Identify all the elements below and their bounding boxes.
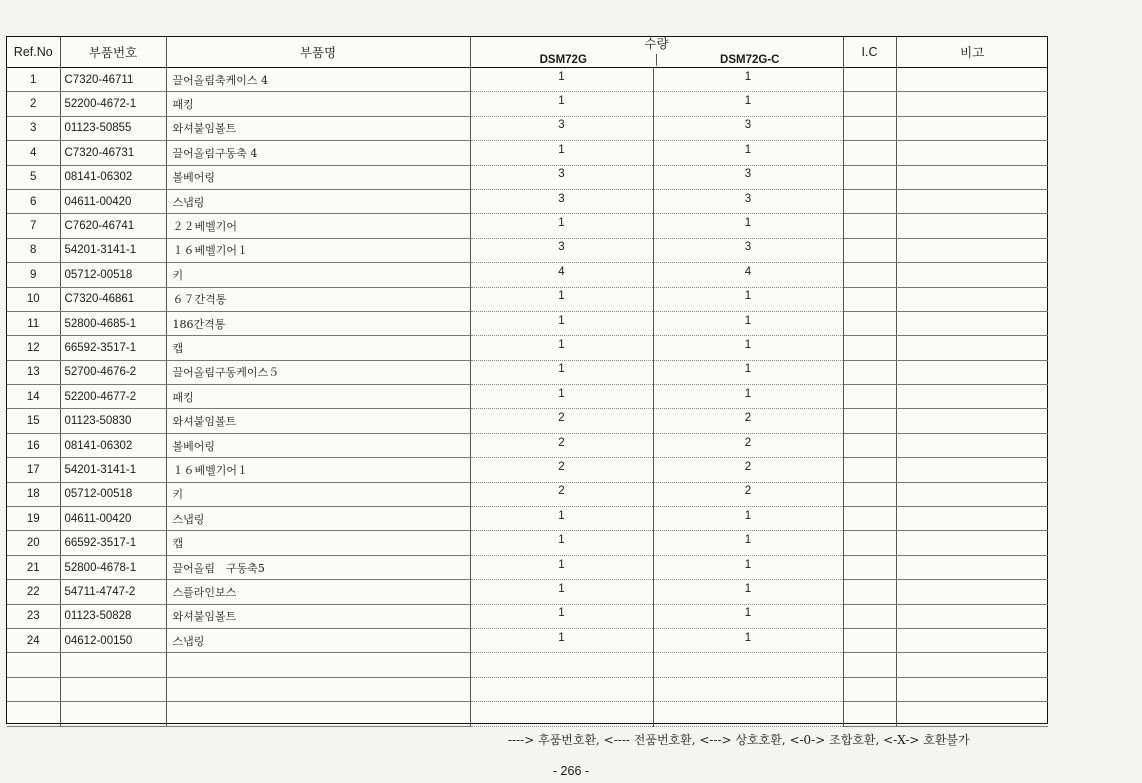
qty-model-b-cell: [653, 628, 843, 652]
header-ic: I.C: [843, 37, 896, 68]
table-row: [7, 336, 1048, 360]
ic-cell: [843, 482, 896, 506]
ref-no-cell: 24: [7, 628, 60, 652]
remark-cell: [896, 628, 1048, 652]
remark-cell: [896, 433, 1048, 457]
ref-no-cell: 16: [7, 433, 60, 457]
ref-no-cell: 18: [7, 482, 60, 506]
qty-model-b-value: 1: [744, 338, 752, 351]
qty-model-a-value: 2: [558, 412, 565, 425]
qty-model-a-cell: [470, 409, 653, 433]
ic-cell: [843, 165, 896, 189]
qty-model-b-value: 2: [744, 412, 752, 425]
remark-cell: [896, 677, 1048, 701]
qty-model-a-value: 1: [558, 95, 565, 108]
qty-model-a-cell: [470, 653, 653, 677]
part-no-cell: [60, 653, 166, 677]
qty-model-a-cell: [470, 263, 653, 287]
qty-model-b-cell: [653, 507, 843, 531]
qty-model-b-cell: [653, 604, 843, 628]
part-name-cell: 끌어올림구동케이스５: [166, 360, 470, 384]
qty-model-a-value: 1: [558, 314, 565, 327]
remark-cell: [896, 189, 1048, 213]
ic-cell: [843, 580, 896, 604]
remark-cell: [896, 68, 1048, 92]
remark-cell: [896, 287, 1048, 311]
part-name-cell: [166, 677, 470, 701]
qty-model-a-value: 2: [558, 460, 565, 473]
qty-model-b-value: 1: [744, 314, 752, 327]
qty-model-b-value: 3: [744, 119, 752, 132]
header-part-no: 부품번호: [60, 37, 166, 68]
ic-cell: [843, 653, 896, 677]
parts-table: [7, 37, 1048, 727]
table-row: [7, 287, 1048, 311]
header-quantity-title: 수량: [644, 37, 669, 51]
ref-no-cell: 3: [7, 116, 60, 140]
part-no-cell: 05712-00518: [60, 263, 166, 287]
part-no-cell: 04611-00420: [60, 507, 166, 531]
table-row: [7, 531, 1048, 555]
ref-no-cell: 15: [7, 409, 60, 433]
empty-row: [7, 653, 1048, 677]
ic-cell: [843, 214, 896, 238]
ref-no-cell: 21: [7, 555, 60, 579]
part-name-cell: 와셔붙임볼트: [166, 409, 470, 433]
header-part-name: 부품명: [166, 37, 470, 68]
qty-model-a-cell: [470, 116, 653, 140]
ref-no-cell: 5: [7, 165, 60, 189]
part-no-cell: 01123-50830: [60, 409, 166, 433]
qty-model-a-value: 3: [558, 241, 565, 254]
table-row: [7, 214, 1048, 238]
qty-model-a-cell: [470, 604, 653, 628]
table-row: [7, 68, 1048, 92]
remark-cell: [896, 263, 1048, 287]
part-no-cell: 54711-4747-2: [60, 580, 166, 604]
qty-model-b-value: 1: [744, 582, 752, 595]
ref-no-cell: 22: [7, 580, 60, 604]
remark-cell: [896, 409, 1048, 433]
part-name-cell: 볼베어링: [166, 165, 470, 189]
part-no-cell: 54201-3141-1: [60, 458, 166, 482]
ic-cell: [843, 677, 896, 701]
remark-cell: [896, 555, 1048, 579]
qty-model-b-value: 1: [744, 290, 752, 303]
ref-no-cell: 19: [7, 507, 60, 531]
ic-cell: [843, 702, 896, 726]
qty-model-b-value: 3: [744, 168, 752, 181]
ic-cell: [843, 336, 896, 360]
qty-model-a-cell: [470, 531, 653, 555]
remark-cell: [896, 702, 1048, 726]
table-row: [7, 482, 1048, 506]
qty-model-b-value: 1: [744, 95, 752, 108]
ref-no-cell: 2: [7, 92, 60, 116]
part-no-cell: 08141-06302: [60, 165, 166, 189]
ic-cell: [843, 92, 896, 116]
ic-cell: [843, 263, 896, 287]
qty-model-b-cell: [653, 458, 843, 482]
qty-model-a-cell: [470, 165, 653, 189]
part-name-cell: 캡: [166, 531, 470, 555]
qty-model-a-value: 3: [558, 192, 565, 205]
qty-model-b-cell: [653, 409, 843, 433]
qty-model-a-cell: [470, 482, 653, 506]
remark-cell: [896, 482, 1048, 506]
page-number: - 266 -: [552, 764, 590, 778]
ic-cell: [843, 238, 896, 262]
qty-model-b-cell: [653, 116, 843, 140]
ref-no-cell: [7, 653, 60, 677]
ic-cell: [843, 531, 896, 555]
table-row: [7, 141, 1048, 165]
qty-model-a-cell: [470, 287, 653, 311]
qty-model-b-cell: [653, 482, 843, 506]
qty-model-b-cell: [653, 360, 843, 384]
table-row: [7, 458, 1048, 482]
qty-model-a-value: 2: [558, 436, 565, 449]
interchangeability-legend: ----> 후품번호환, <---- 전품번호환, <---> 상호호환, <-0-> 조합호환, <-X-> 호환불가: [508, 733, 970, 747]
remark-cell: [896, 116, 1048, 140]
remark-cell: [896, 238, 1048, 262]
remark-cell: [896, 311, 1048, 335]
part-name-cell: 스냅링: [166, 628, 470, 652]
empty-row: [7, 702, 1048, 726]
qty-model-a-value: 1: [558, 70, 565, 83]
qty-model-b-cell: [653, 336, 843, 360]
ic-cell: [843, 604, 896, 628]
qty-model-a-cell: [470, 68, 653, 92]
part-no-cell: 52800-4678-1: [60, 555, 166, 579]
part-no-cell: C7320-46861: [60, 287, 166, 311]
ref-no-cell: 14: [7, 385, 60, 409]
qty-model-a-value: 1: [558, 387, 565, 400]
part-name-cell: [166, 653, 470, 677]
qty-model-b-cell: [653, 92, 843, 116]
qty-model-a-cell: [470, 677, 653, 701]
ic-cell: [843, 287, 896, 311]
qty-model-a-cell: [470, 580, 653, 604]
qty-model-a-value: 3: [558, 168, 565, 181]
qty-model-a-cell: [470, 433, 653, 457]
header-quantity: [470, 37, 843, 68]
part-name-cell: 스냅링: [166, 507, 470, 531]
ref-no-cell: 10: [7, 287, 60, 311]
qty-model-b-cell: [653, 385, 843, 409]
ref-no-cell: 20: [7, 531, 60, 555]
qty-model-a-value: 4: [558, 265, 565, 278]
qty-model-b-cell: [653, 263, 843, 287]
table-row: [7, 409, 1048, 433]
table-row: [7, 92, 1048, 116]
qty-model-a-value: 1: [558, 363, 565, 376]
part-name-cell: 끌어올림구동축 4: [166, 141, 470, 165]
part-name-cell: 패킹: [166, 92, 470, 116]
ref-no-cell: 1: [7, 68, 60, 92]
ref-no-cell: 12: [7, 336, 60, 360]
qty-model-a-value: 1: [558, 338, 565, 351]
remark-cell: [896, 141, 1048, 165]
qty-model-b-value: 1: [744, 534, 752, 547]
part-no-cell: C7320-46731: [60, 141, 166, 165]
part-no-cell: 66592-3517-1: [60, 531, 166, 555]
remark-cell: [896, 604, 1048, 628]
part-no-cell: 52700-4676-2: [60, 360, 166, 384]
remark-cell: [896, 458, 1048, 482]
table-row: [7, 360, 1048, 384]
part-name-cell: 볼베어링: [166, 433, 470, 457]
qty-model-b-value: 3: [744, 241, 752, 254]
qty-model-a-value: 1: [558, 558, 565, 571]
ic-cell: [843, 116, 896, 140]
qty-model-a-value: 1: [558, 290, 565, 303]
part-no-cell: 08141-06302: [60, 433, 166, 457]
part-name-cell: ２２베벨기어: [166, 214, 470, 238]
header-model-b: DSM72G-C: [720, 54, 780, 66]
header-model-a: DSM72G: [471, 54, 658, 66]
table-row: [7, 189, 1048, 213]
part-no-cell: C7620-46741: [60, 214, 166, 238]
qty-model-b-cell: [653, 141, 843, 165]
part-no-cell: 04611-00420: [60, 189, 166, 213]
table-row: [7, 580, 1048, 604]
ic-cell: [843, 628, 896, 652]
remark-cell: [896, 214, 1048, 238]
qty-model-b-value: 1: [744, 217, 752, 230]
qty-model-a-cell: [470, 458, 653, 482]
remark-cell: [896, 507, 1048, 531]
qty-model-a-value: 1: [558, 631, 565, 644]
ic-cell: [843, 360, 896, 384]
qty-model-b-cell: [653, 311, 843, 335]
ic-cell: [843, 385, 896, 409]
table-row: [7, 385, 1048, 409]
ref-no-cell: [7, 702, 60, 726]
qty-model-a-cell: [470, 702, 653, 726]
qty-model-b-cell: [653, 287, 843, 311]
part-no-cell: 66592-3517-1: [60, 336, 166, 360]
qty-model-b-cell: [653, 165, 843, 189]
qty-model-a-value: 1: [558, 509, 565, 522]
table-row: [7, 165, 1048, 189]
remark-cell: [896, 385, 1048, 409]
qty-model-b-cell: [653, 677, 843, 701]
part-name-cell: 와셔붙임볼트: [166, 116, 470, 140]
ref-no-cell: [7, 677, 60, 701]
qty-model-a-cell: [470, 336, 653, 360]
ref-no-cell: 13: [7, 360, 60, 384]
part-no-cell: 54201-3141-1: [60, 238, 166, 262]
remark-cell: [896, 336, 1048, 360]
part-no-cell: 01123-50855: [60, 116, 166, 140]
ref-no-cell: 6: [7, 189, 60, 213]
ic-cell: [843, 458, 896, 482]
part-no-cell: 05712-00518: [60, 482, 166, 506]
ic-cell: [843, 409, 896, 433]
ref-no-cell: 17: [7, 458, 60, 482]
qty-model-b-value: 3: [744, 192, 752, 205]
ic-cell: [843, 189, 896, 213]
part-name-cell: 패킹: [166, 385, 470, 409]
part-no-cell: 01123-50828: [60, 604, 166, 628]
ic-cell: [843, 433, 896, 457]
header-row: [7, 37, 1048, 68]
ref-no-cell: 8: [7, 238, 60, 262]
qty-model-a-value: 1: [558, 607, 565, 620]
qty-model-a-value: 1: [558, 143, 565, 156]
qty-model-b-value: 1: [744, 70, 752, 83]
qty-model-a-cell: [470, 628, 653, 652]
qty-model-b-cell: [653, 433, 843, 457]
table-row: [7, 604, 1048, 628]
part-name-cell: 와셔붙임볼트: [166, 604, 470, 628]
qty-model-b-cell: [653, 531, 843, 555]
part-name-cell: 스냅링: [166, 189, 470, 213]
part-name-cell: 끌어올림 구동축5: [166, 555, 470, 579]
part-no-cell: 52800-4685-1: [60, 311, 166, 335]
ref-no-cell: 11: [7, 311, 60, 335]
part-name-cell: 186간격통: [166, 311, 470, 335]
part-name-cell: 끌어올림축케이스 4: [166, 68, 470, 92]
qty-model-b-value: 1: [744, 607, 752, 620]
qty-model-b-cell: [653, 702, 843, 726]
part-name-cell: １６베벨기어１: [166, 458, 470, 482]
qty-model-b-cell: [653, 189, 843, 213]
table-row: [7, 311, 1048, 335]
qty-model-a-cell: [470, 555, 653, 579]
qty-model-b-value: 1: [744, 387, 752, 400]
header-remark: 비고: [896, 37, 1048, 68]
header-ref-no: Ref.No: [7, 37, 60, 68]
qty-model-a-cell: [470, 507, 653, 531]
remark-cell: [896, 165, 1048, 189]
qty-model-a-cell: [470, 189, 653, 213]
qty-model-a-cell: [470, 238, 653, 262]
table-row: [7, 116, 1048, 140]
qty-model-b-cell: [653, 68, 843, 92]
part-no-cell: 04612-00150: [60, 628, 166, 652]
ic-cell: [843, 68, 896, 92]
qty-model-a-value: 2: [558, 485, 565, 498]
qty-model-a-value: 1: [558, 534, 565, 547]
qty-model-a-cell: [470, 141, 653, 165]
parts-table-frame: [6, 36, 1048, 724]
part-name-cell: １６베벨기어１: [166, 238, 470, 262]
qty-model-b-value: 2: [744, 436, 752, 449]
qty-model-a-cell: [470, 311, 653, 335]
part-no-cell: [60, 702, 166, 726]
table-row: [7, 263, 1048, 287]
qty-model-b-value: 1: [744, 558, 752, 571]
qty-model-b-value: 2: [744, 485, 752, 498]
table-row: [7, 628, 1048, 652]
part-no-cell: C7320-46711: [60, 68, 166, 92]
remark-cell: [896, 92, 1048, 116]
qty-model-b-cell: [653, 555, 843, 579]
part-no-cell: 52200-4677-2: [60, 385, 166, 409]
qty-model-b-value: 1: [744, 143, 752, 156]
remark-cell: [896, 360, 1048, 384]
qty-model-a-cell: [470, 360, 653, 384]
remark-cell: [896, 580, 1048, 604]
part-name-cell: 스플라인보스: [166, 580, 470, 604]
empty-row: [7, 677, 1048, 701]
ref-no-cell: 9: [7, 263, 60, 287]
qty-model-a-cell: [470, 385, 653, 409]
ref-no-cell: 7: [7, 214, 60, 238]
ic-cell: [843, 555, 896, 579]
qty-model-a-cell: [470, 214, 653, 238]
qty-model-a-cell: [470, 92, 653, 116]
ref-no-cell: 23: [7, 604, 60, 628]
ic-cell: [843, 507, 896, 531]
qty-model-b-value: 4: [744, 265, 752, 278]
part-name-cell: [166, 702, 470, 726]
qty-model-b-value: 2: [744, 460, 752, 473]
qty-model-b-cell: [653, 238, 843, 262]
qty-model-a-value: 3: [558, 119, 565, 132]
qty-model-b-value: 1: [744, 363, 752, 376]
table-row: [7, 507, 1048, 531]
qty-model-b-cell: [653, 653, 843, 677]
part-name-cell: ６７간격통: [166, 287, 470, 311]
part-name-cell: 키: [166, 482, 470, 506]
qty-model-b-value: 1: [744, 631, 752, 644]
table-row: [7, 238, 1048, 262]
qty-model-b-cell: [653, 214, 843, 238]
ic-cell: [843, 311, 896, 335]
remark-cell: [896, 653, 1048, 677]
qty-model-a-value: 1: [558, 582, 565, 595]
table-row: [7, 555, 1048, 579]
part-no-cell: [60, 677, 166, 701]
part-no-cell: 52200-4672-1: [60, 92, 166, 116]
parts-rows: [7, 68, 1048, 727]
qty-model-a-value: 1: [558, 217, 565, 230]
qty-model-b-value: 1: [744, 509, 752, 522]
remark-cell: [896, 531, 1048, 555]
table-row: [7, 433, 1048, 457]
part-name-cell: 키: [166, 263, 470, 287]
part-name-cell: 캡: [166, 336, 470, 360]
ref-no-cell: 4: [7, 141, 60, 165]
qty-model-b-cell: [653, 580, 843, 604]
ic-cell: [843, 141, 896, 165]
